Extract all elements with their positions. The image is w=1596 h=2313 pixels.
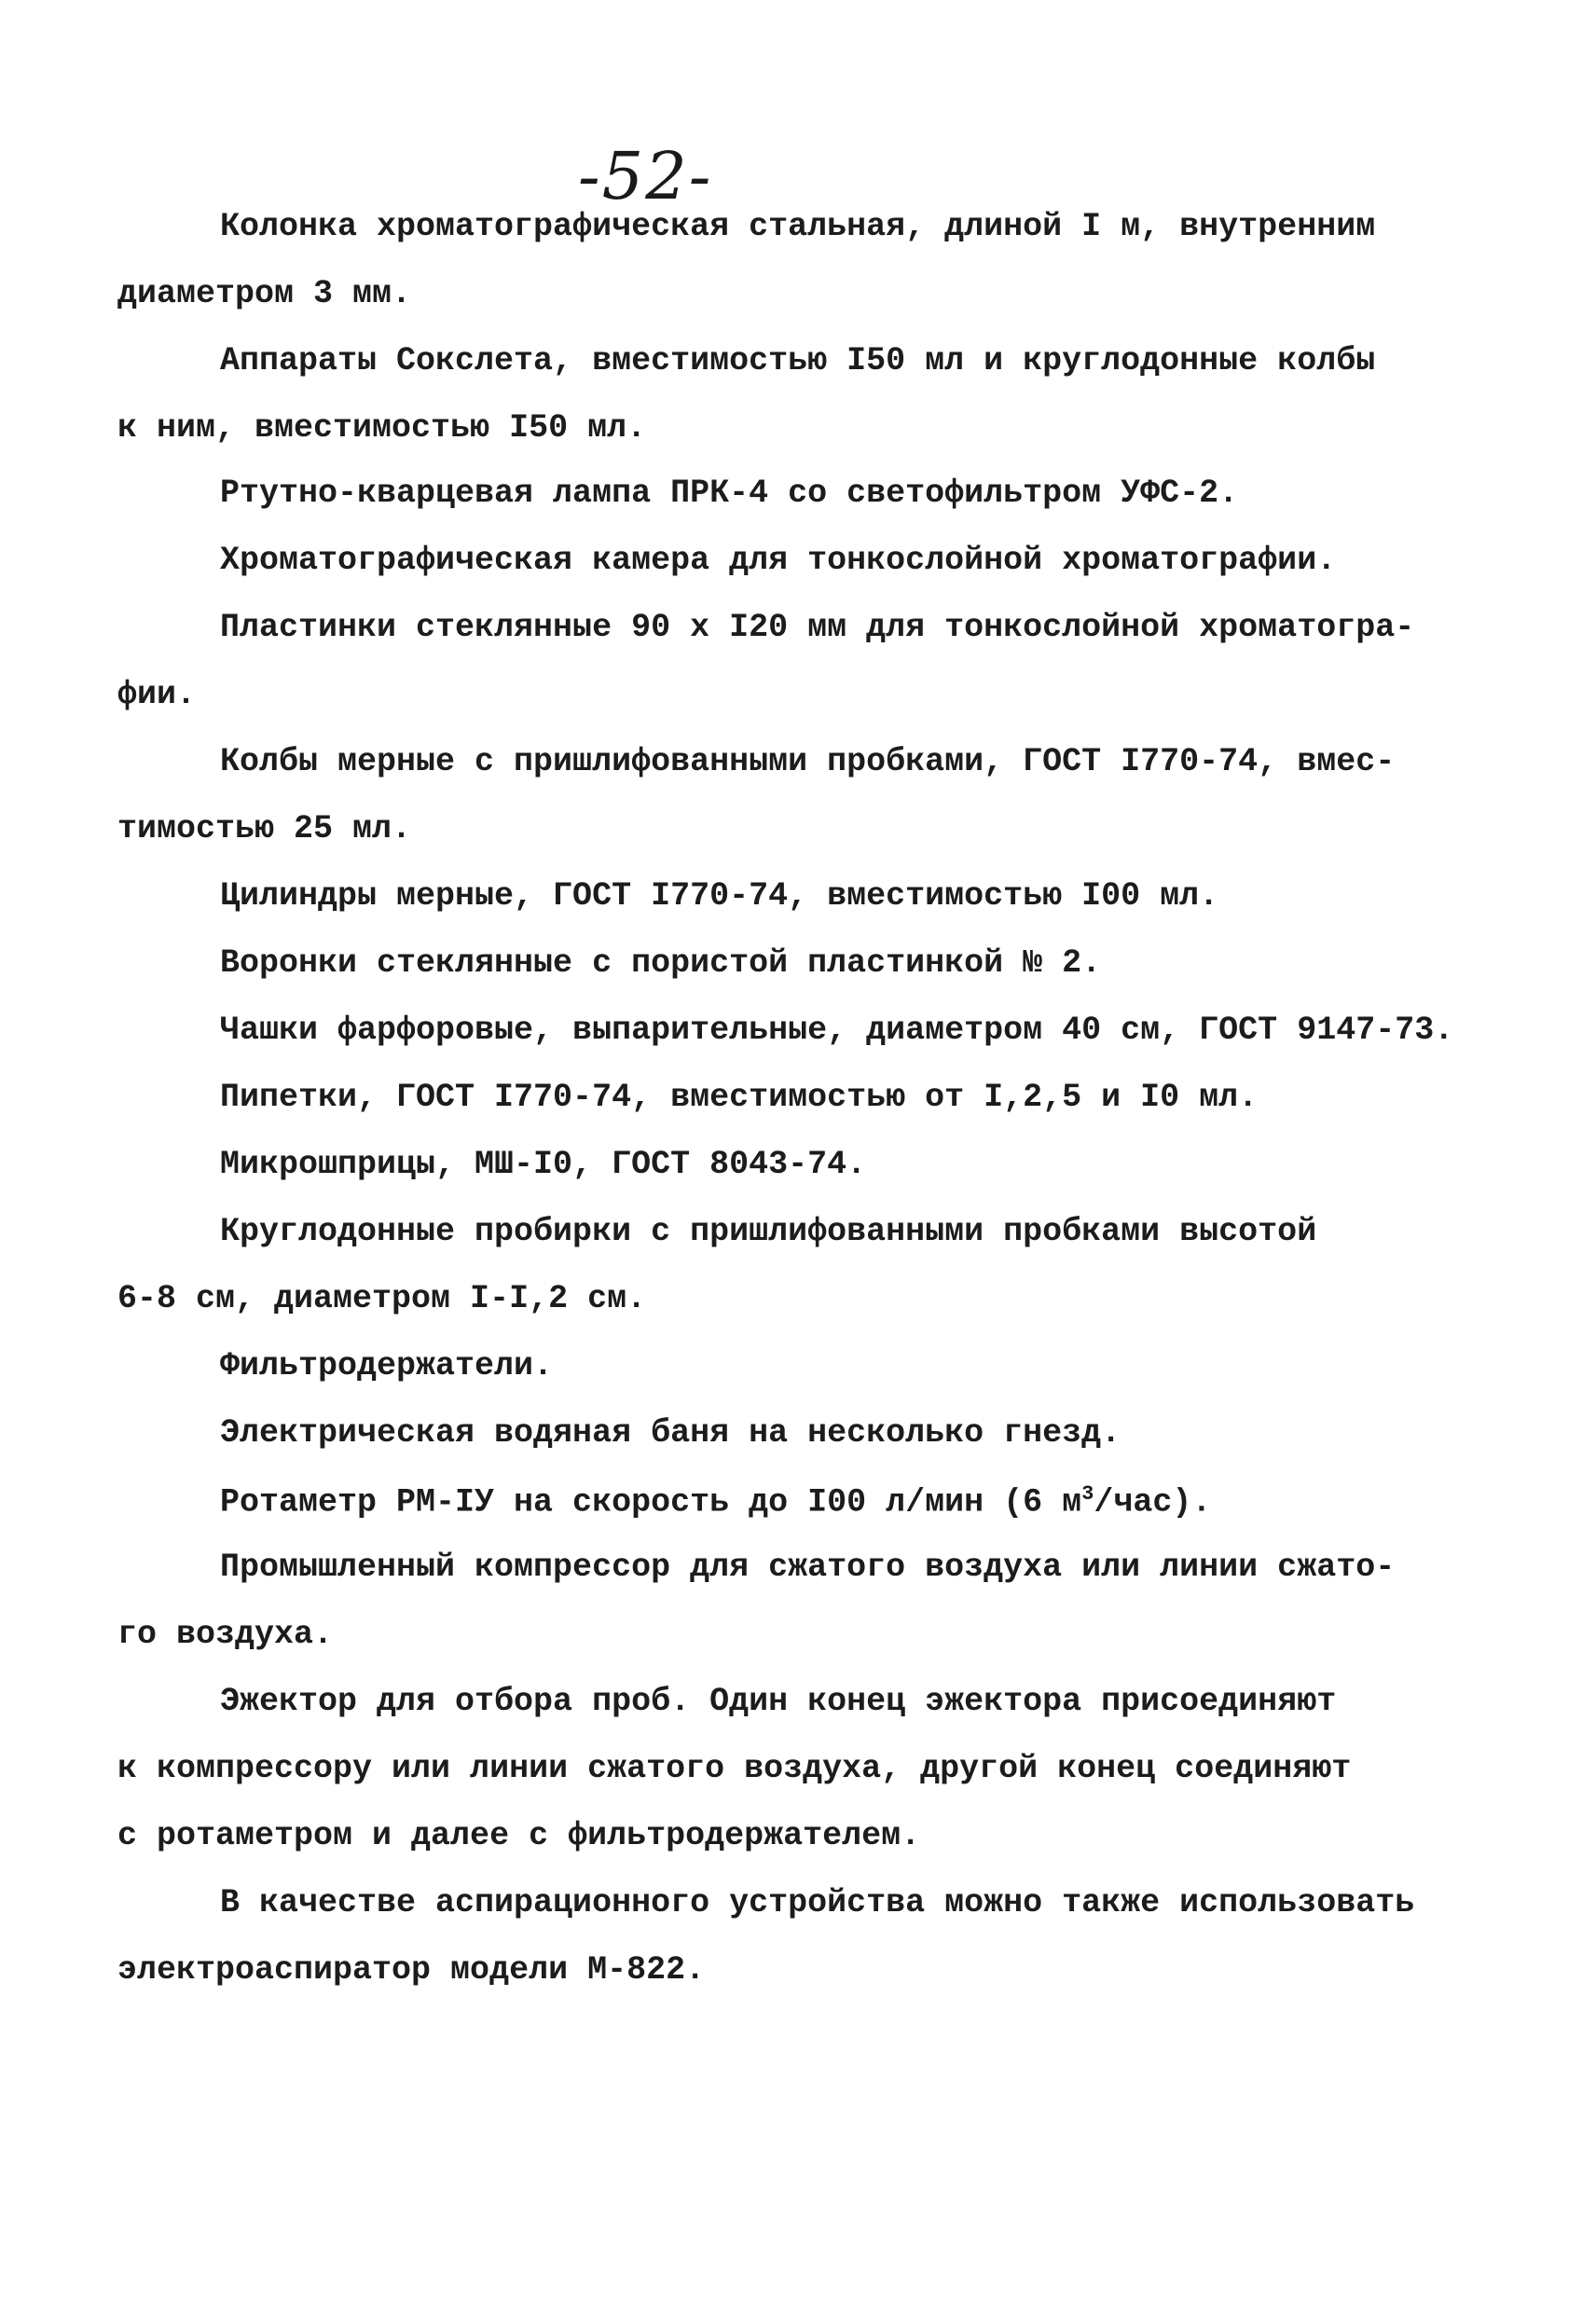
- text-line: к компрессору или линии сжатого воздуха, другой конец соединяют: [117, 1750, 1352, 1787]
- text-line: тимостью 25 мл.: [117, 810, 412, 847]
- text-line: фии.: [117, 676, 197, 713]
- rotameter-superscript: 3: [1081, 1482, 1094, 1506]
- text-line: Электрическая водяная баня на несколько гнезд.: [220, 1414, 1121, 1452]
- text-line: Ртутно-кварцевая лампа ПРК-4 со светофильтром УФС-2.: [220, 475, 1239, 512]
- text-line: Фильтродержатели.: [220, 1347, 554, 1384]
- text-line: Промышленный компрессор для сжатого воздуха или линии сжато-: [220, 1549, 1396, 1586]
- text-line: Колбы мерные с пришлифованными пробками, ГОСТ I770-74, вмес-: [220, 743, 1396, 780]
- text-line: электроаспиратор модели М-822.: [117, 1951, 706, 1989]
- text-line: Чашки фарфоровые, выпарительные, диаметром 40 см, ГОСТ 9147-73.: [220, 1012, 1454, 1049]
- text-line: Воронки стеклянные с пористой пластинкой № 2.: [220, 944, 1102, 982]
- page-number: -52-: [578, 138, 713, 214]
- text-line: Колонка хроматографическая стальная, длиной I м, внутренним: [220, 208, 1376, 245]
- text-line: к ним, вместимостью I50 мл.: [117, 409, 647, 447]
- text-line: Круглодонные пробирки с пришлифованными пробками высотой: [220, 1213, 1317, 1250]
- rotameter-text: Ротаметр РМ-IУ на скорость до I00 л/мин (6 м: [220, 1483, 1082, 1521]
- text-line: 6-8 см, диаметром I-I,2 см.: [117, 1280, 647, 1317]
- text-line: диаметром 3 мм.: [117, 275, 412, 312]
- text-line: В качестве аспирационного устройства можно также использовать: [220, 1884, 1415, 1921]
- text-line: Цилиндры мерные, ГОСТ I770-74, вместимостью I00 мл.: [220, 877, 1219, 915]
- text-line-rotameter: [220, 1484, 1211, 1520]
- text-line: Хроматографическая камера для тонкослойной хроматографии.: [220, 542, 1337, 579]
- text-line: Пипетки, ГОСТ I770-74, вместимостью от I,2,5 и I0 мл.: [220, 1079, 1259, 1116]
- text-line: с ротаметром и далее с фильтродержателем.: [117, 1817, 921, 1854]
- text-line: Эжектор для отбора проб. Один конец эжектора присоединяют: [220, 1683, 1337, 1720]
- text-line: Микрошприцы, МШ-I0, ГОСТ 8043-74.: [220, 1146, 867, 1183]
- text-line: го воздуха.: [117, 1616, 334, 1653]
- rotameter-tail: /час).: [1094, 1483, 1212, 1521]
- text-line: Пластинки стеклянные 90 х I20 мм для тонкослойной хроматогра-: [220, 609, 1415, 646]
- text-line: Аппараты Сокслета, вместимостью I50 мл и круглодонные колбы: [220, 342, 1376, 379]
